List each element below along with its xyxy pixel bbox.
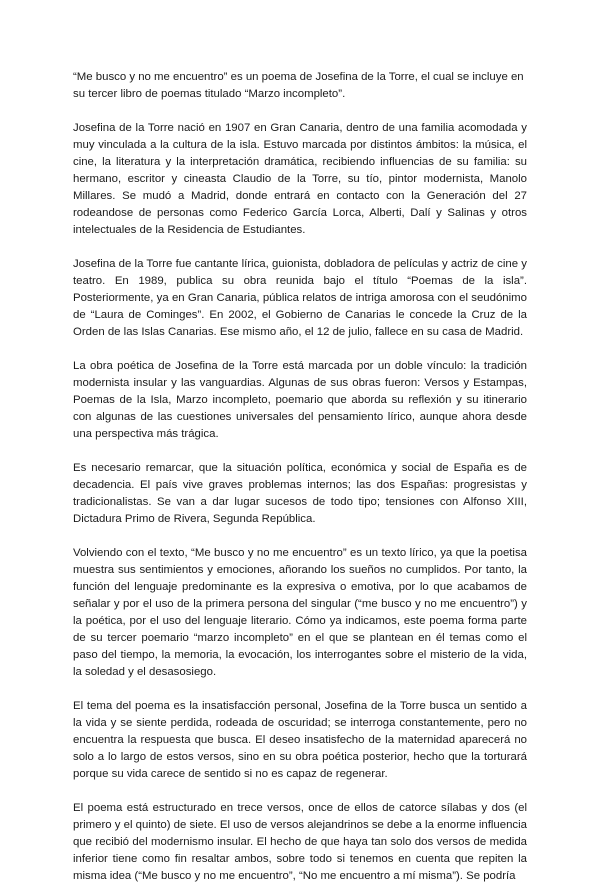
paragraph-biography: Josefina de la Torre nació en 1907 en Gran Canaria, dentro de una familia acomodada y muy vinculada a la cultura de la isla. Estuvo marcada por distintos ámbitos: la música, el cine, la literatura y la interpretación dramática, recibiendo influencias de su familia: su hermano, escritor y cineasta Claudio de la Torre, su tío, pintor modernista, Manolo Millares. Se mudó a Madrid, donde entrará en contacto con la Generación del 27 rodeandose de personas como Federico García Lorca, Alberti, Dalí y Salinas y otros intelectuales de la Residencia de Estudiantes.	[73, 122, 527, 236]
paragraph-structure: El poema está estructurado en trece versos, once de ellos de catorce sílabas y dos (el primero y el quinto) de siete. El uso de versos alejandrinos se debe a la enorme influencia que recibió del modernismo insular. El hecho de que haya tan solo dos versos de medida inferior tiene como fin resaltar ambos, sobre todo si tenemos en cuenta que repiten la misma idea (“Me busco y no me encuentro”, “No me encuentro a mí misma”). Se podría	[73, 802, 527, 882]
paragraph-career: Josefina de la Torre fue cantante lírica, guionista, dobladora de películas y actriz de cine y teatro. En 1989, publica su obra reunida bajo el título “Poemas de la isla”. Posteriormente, ya en Gran Canaria, pública relatos de intriga amorosa con el seudónimo de “Laura de Cominges”. En 2002, el Gobierno de Canarias le concede la Cruz de la Orden de las Islas Canarias. Ese mismo año, el 12 de julio, fallece en su casa de Madrid.	[73, 258, 527, 338]
paragraph-theme: El tema del poema es la insatisfacción personal, Josefina de la Torre busca un sentido a la vida y se siente perdida, rodeada de oscuridad; se interroga constantemente, pero no encuentra la respuesta que busca. El deseo insatisfecho de la maternidad aparecerá no solo a lo largo de estos versos, sino en su obra poética posterior, hecho que la torturará porque su vida carece de sentido si no es capaz de regenerar.	[73, 700, 527, 780]
paragraph-historical-context: Es necesario remarcar, que la situación política, económica y social de España es de decadencia. El país vive graves problemas internos; las dos Españas: progresistas y tradicionalistas. Se van a dar lugar sucesos de todo tipo; tensiones con Alfonso XIII, Dictadura Primo de Rivera, Segunda República.	[73, 462, 527, 525]
paragraph-text-analysis: Volviendo con el texto, “Me busco y no me encuentro” es un texto lírico, ya que la poetisa muestra sus sentimientos y emociones, añorando los sueños no cumplidos. Por tanto, la función del lenguaje predominante es la expresiva o emotiva, por lo que acabamos de señalar y por el uso de la primera persona del singular (“me busco y no me encuentro”) y la poética, por el uso del lenguaje literario. Cómo ya indicamos, este poema forma parte de su tercer poemario “marzo incompleto” en el que se plantean en él temas como el paso del tiempo, la memoria, la evocación, los interrogantes sobre el misterio de la vida, la soledad y el desasosiego.	[73, 547, 527, 678]
document-body	[73, 69, 527, 885]
paragraph-poetic-work: La obra poética de Josefina de la Torre está marcada por un doble vínculo: la tradición modernista insular y las vanguardias. Algunas de sus obras fueron: Versos y Estampas, Poemas de la Isla, Marzo incompleto, poemario que aborda su reflexión y su itinerario con algunas de las cuestiones universales del pensamiento lírico, aunque ahora desde una perspectiva más trágica.	[73, 360, 527, 440]
paragraph-intro: “Me busco y no me encuentro” es un poema de Josefina de la Torre, el cual se incluye en su tercer libro de poemas titulado “Marzo incompleto”.	[73, 71, 524, 100]
